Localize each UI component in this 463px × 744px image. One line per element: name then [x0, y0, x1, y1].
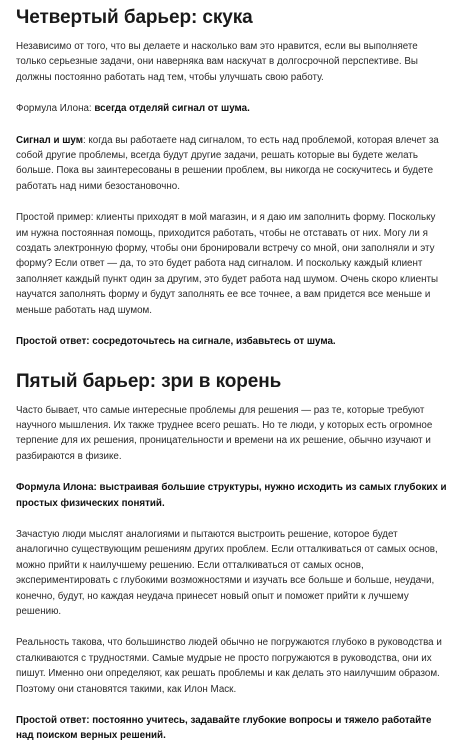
section-heading-boredom: Четвертый барьер: скука [16, 7, 253, 28]
section-heading-root: Пятый барьер: зри в корень [16, 370, 282, 392]
elon-formula-paragraph [16, 101, 449, 116]
term-definition: : когда вы работаете над сигналом, то есть над проблемой, которая влечет за собой другие проблемы, всегда будут другие задачи, решать которые вы будете желать больше. Пока вы заинтересованы в решении проблем, вы никогда не соскучитесь и будете работать над ними безостановочно. [16, 134, 439, 192]
simple-answer-text: Простой ответ: сосредоточьтесь на сигнале, избавьтесь от шума. [16, 336, 336, 348]
formula-label: Формула Илона: [16, 103, 95, 115]
paragraph: Часто бывает, что самые интересные проблемы для решения — раз те, которые требуют научного мышления. Их также труднее всего решать. Но те люди, у которых есть огромное терпение для их решения, проницательности и времени на их решение, обычно изучают и разбираются в физике. [16, 404, 433, 462]
signal-noise-paragraph [16, 133, 449, 195]
simple-answer-paragraph [16, 334, 449, 349]
formula-text: Формула Илона: выстраивая большие структуры, нужно исходить из самых глубоких и простых физических понятий. [16, 482, 447, 509]
term-label: Сигнал и шум [16, 134, 83, 146]
paragraph: Независимо от того, что вы делаете и насколько вам это нравится, если вы выполняете только серьезные задачи, они наверняка вам наскучат в долгосрочной перспективе. Вы должны постоянно работать над тем, чтобы улучшать свою работу. [16, 41, 418, 83]
example-paragraph: Простой пример: клиенты приходят в мой магазин, и я даю им заполнить форму. Поскольку им нужна постоянная помощь, приходится работать, чтобы не отставать от них. Могу ли я создать электронную форму, чтобы они бронировали встречу со мной, они заполняли и эту форму? Если ответ — да, то это будет работа над сигналом. И поскольку каждый клиент заполняет каждый пункт один за другим, это будет работа над шумом. Очень скоро клиенты научатся заполнять форму и будут заполнять ее все точнее, а вам придется все меньше и меньше работать над шумом. [16, 212, 439, 316]
elon-formula-paragraph [16, 480, 449, 511]
simple-answer-text: Простой ответ: постоянно учитесь, задавайте глубокие вопросы и тяжело работайте над поиском верных решений. [16, 715, 432, 742]
formula-text: всегда отделяй сигнал от шума. [94, 103, 250, 115]
simple-answer-paragraph [16, 713, 449, 744]
paragraph: Зачастую люди мыслят аналогиями и пытаются выстроить решение, которое будет аналогично существующим решениям других проблем. Если отталкиваться от самых основ, можно прийти к наилучшему решению. Если отталкиваться от самых основ, экспериментировать с глубокими возможностями и изучать все больше и больше, неудачи, конечно, будут, но каждая неудача принесет новый опыт и поможет прийти к лучшему решению. [16, 528, 438, 617]
paragraph: Реальность такова, что большинство людей обычно не погружаются глубоко в руководства и сталкиваются с трудностями. Самые мудрые не просто погружаются в руководства, они их пишут. Именно они определяют, как решать проблемы и как делать это наилучшим образом. Поэтому они становятся такими, как Илон Маск. [16, 637, 442, 695]
